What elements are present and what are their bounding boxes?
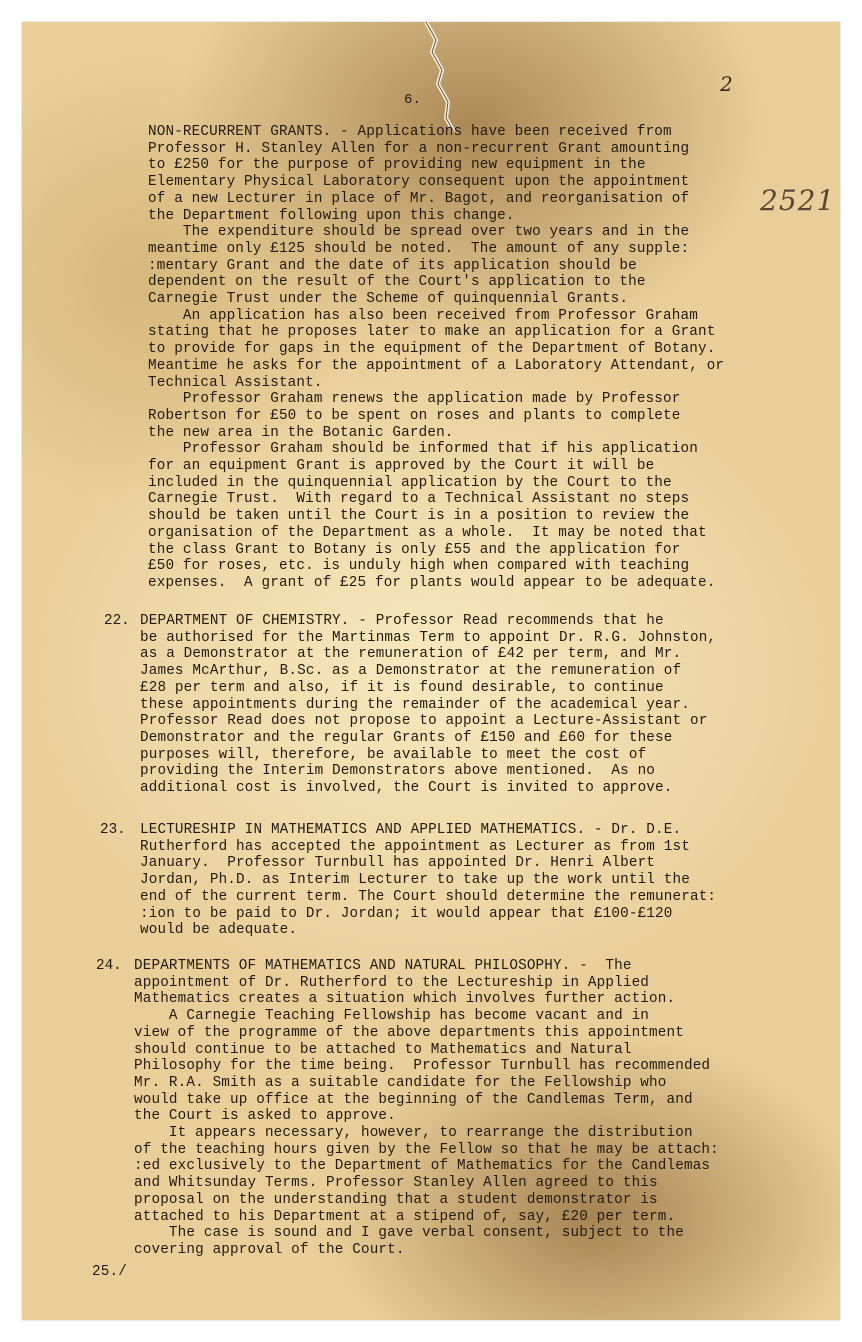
text-line: :mentary Grant and the date of its application should be xyxy=(148,257,637,274)
text-line: dependent on the result of the Court's application to the xyxy=(148,274,646,291)
text-line: to £250 for the purpose of providing new equipment in the xyxy=(148,157,646,174)
section-heading-line: DEPARTMENTS OF MATHEMATICS AND NATURAL PHILOSOPHY. - The xyxy=(134,958,632,974)
section-heading-line: LECTURESHIP IN MATHEMATICS AND APPLIED MATHEMATICS. - Dr. D.E. xyxy=(140,822,682,838)
text-line: Professor Graham should be informed that if his application xyxy=(148,441,698,458)
text-line: Carnegie Trust. With regard to a Technical Assistant no steps xyxy=(148,491,690,508)
text-line: view of the programme of the above departments this appointment xyxy=(134,1024,684,1041)
text-line: James McArthur, B.Sc. as a Demonstrator at the remuneration of xyxy=(140,663,682,680)
section-heading-line: NON-RECURRENT GRANTS. - Applications have been received from xyxy=(148,124,672,140)
text-line: Elementary Physical Laboratory consequent upon the appointment xyxy=(148,174,690,191)
text-line: attached to his Department at a stipend of, say, £20 per term. xyxy=(134,1208,676,1225)
text-line: Rutherford has accepted the appointment as Lecturer as from 1st xyxy=(140,838,690,855)
text-line: The case is sound and I gave verbal consent, subject to the xyxy=(134,1225,684,1242)
text-line: Demonstrator and the regular Grants of £150 and £60 for these xyxy=(140,729,673,746)
text-line: the new area in the Botanic Garden. xyxy=(148,424,454,441)
text-line: £50 for roses, etc. is unduly high when compared with teaching xyxy=(148,558,690,575)
text-line: proposal on the understanding that a student demonstrator is xyxy=(134,1191,658,1208)
text-line: :ed exclusively to the Department of Mathematics for the Candlemas xyxy=(134,1158,711,1175)
section-heading-line: DEPARTMENT OF CHEMISTRY. - Professor Read recommends that he xyxy=(140,613,664,629)
text-line: organisation of the Department as a whole. It may be noted that xyxy=(148,524,707,541)
text-line: additional cost is involved, the Court is invited to approve. xyxy=(140,780,673,796)
text-line: of the teaching hours given by the Fellow so that he may be attach: xyxy=(134,1141,719,1158)
text-line: Carnegie Trust under the Scheme of quinquennial Grants. xyxy=(148,291,629,307)
text-line: Professor Graham renews the application made by Professor xyxy=(148,391,681,408)
text-line: Mr. R.A. Smith as a suitable candidate for the Fellowship who xyxy=(134,1074,667,1091)
text-line: be authorised for the Martinmas Term to appoint Dr. R.G. Johnston, xyxy=(140,629,717,646)
section-number: 22. xyxy=(104,613,130,629)
text-line: Jordan, Ph.D. as Interim Lecturer to take up the work until the xyxy=(140,872,690,889)
text-line: Technical Assistant. xyxy=(148,374,323,391)
text-line: £28 per term and also, if it is found desirable, to continue xyxy=(140,679,664,696)
text-line: Robertson for £50 to be spent on roses and plants to complete xyxy=(148,407,681,424)
text-line: An application has also been received from Professor Graham xyxy=(148,307,698,324)
section-number: 24. xyxy=(96,958,122,974)
handwritten-margin-number: 2521 xyxy=(760,184,836,217)
next-item-number: 25./ xyxy=(92,1264,127,1280)
text-line: Meantime he asks for the appointment of a Laboratory Attendant, or xyxy=(148,357,725,374)
section-number: 23. xyxy=(100,822,126,838)
text-line: and Whitsunday Terms. Professor Stanley Allen agreed to this xyxy=(134,1175,658,1192)
text-line: included in the quinquennial application by the Court to the xyxy=(148,474,672,491)
text-line: for an equipment Grant is approved by the Court it will be xyxy=(148,458,655,474)
text-line: stating that he proposes later to make an application for a Grant xyxy=(148,324,716,341)
text-line: purposes will, therefore, be available to meet the cost of xyxy=(140,746,647,763)
text-line: these appointments during the remainder of the academical year. xyxy=(140,696,690,713)
text-line: as a Demonstrator at the remuneration of £42 per term, and Mr. xyxy=(140,646,682,663)
text-line: end of the current term. The Court should determine the remunerat: xyxy=(140,888,717,905)
text-line: should continue to be attached to Mathematics and Natural xyxy=(134,1041,632,1058)
text-line: to provide for gaps in the equipment of the Department of Botany. xyxy=(148,341,716,358)
text-line: Professor H. Stanley Allen for a non-recurrent Grant amounting xyxy=(148,140,690,157)
text-line: would take up office at the beginning of the Candlemas Term, and xyxy=(134,1091,693,1108)
text-line: Philosophy for the time being. Professor Turnbull has recommended xyxy=(134,1058,711,1075)
text-line: of a new Lecturer in place of Mr. Bagot, and reorganisation of xyxy=(148,190,690,207)
text-line: should be taken until the Court is in a position to review the xyxy=(148,508,690,525)
paper-tear xyxy=(418,22,458,132)
text-line: would be adequate. xyxy=(140,922,298,939)
text-line: Mathematics creates a situation which involves further action. xyxy=(134,991,676,1008)
text-line: the class Grant to Botany is only £55 and the application for xyxy=(148,541,681,558)
text-line: The expenditure should be spread over two years and in the xyxy=(148,224,690,241)
text-line: January. Professor Turnbull has appointed Dr. Henri Albert xyxy=(140,855,656,872)
text-line: appointment of Dr. Rutherford to the Lectureship in Applied xyxy=(134,974,650,991)
text-line: A Carnegie Teaching Fellowship has become vacant and in xyxy=(134,1008,650,1025)
text-line: It appears necessary, however, to rearrange the distribution xyxy=(134,1125,693,1141)
text-line: Professor Read does not propose to appoint a Lecture-Assistant or xyxy=(140,713,708,730)
text-line: meantime only £125 should be noted. The amount of any supple: xyxy=(148,240,690,257)
handwritten-annotation: 2 xyxy=(720,72,733,96)
text-line: :ion to be paid to Dr. Jordan; it would appear that £100-£120 xyxy=(140,905,673,922)
text-line: providing the Interim Demonstrators above mentioned. As no xyxy=(140,763,656,780)
text-line: the Department following upon this change. xyxy=(148,207,515,224)
text-line: the Court is asked to approve. xyxy=(134,1108,396,1125)
text-line: expenses. A grant of £25 for plants would appear to be adequate. xyxy=(148,574,716,591)
page-number: 6. xyxy=(404,92,422,108)
text-line: covering approval of the Court. xyxy=(134,1241,405,1258)
